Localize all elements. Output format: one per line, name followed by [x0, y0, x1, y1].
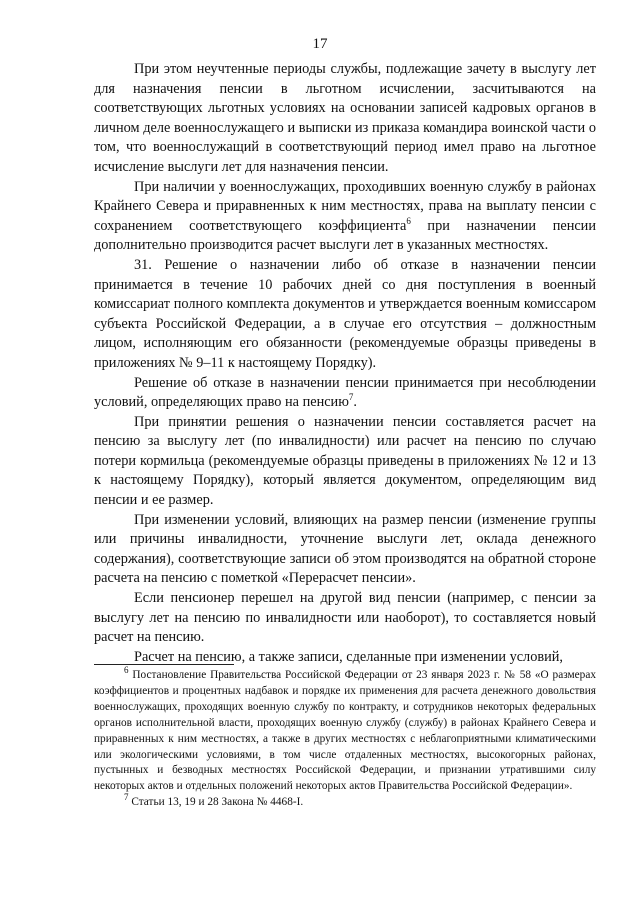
footnotes — [94, 665, 596, 811]
paragraph: При наличии у военнослужащих, проходивших военную службу в районах Крайнего Севера и приравненных к ним местностях, права на выплату пенсии с сохранением соответствующего коэффициента$^6$ при назначении пенсии дополнительно производится расчет выслуги лет в указанных местностях. — [94, 178, 596, 254]
footnote-ref[interactable]: 7 — [348, 392, 354, 403]
paragraph: При этом неучтенные периоды службы, подлежащие зачету в выслугу лет для назначения пенсии в льготном исчислении, засчитываются на соответствующих льготных условиях на основании записей кадровых органов в личном деле военнослужащего и выписки из приказа командира воинской части о том, что военнослужащий в соответствующий период имел право на льготное исчисление выслуги лет для назначения пенсии. — [94, 61, 596, 175]
paragraph: 31. Решение о назначении либо об отказе в назначении пенсии принимается в течение 10 рабочих дней со дня поступления в военный комиссариат полного комплекта документов и утверждается военным комиссаром субъекта Российской Федерации, а в случае его отсутствия – должностным лицом, исполняющим его обязанности (рекомендуемые образцы приведены в приложениях № 9–11 к настоящему Порядку). — [94, 256, 596, 371]
footnote-mark: 7 — [124, 792, 129, 803]
footnote-divider — [94, 664, 234, 665]
paragraph: Решение об отказе в назначении пенсии принимается при несоблюдении условий, определяющих право на пенсию$^7$. — [94, 374, 596, 411]
footnote-mark: 6 — [124, 665, 129, 676]
main-text — [94, 60, 596, 667]
footnote: $^6$ Постановление Правительства Российской Федерации от 23 января 2023 г. № 58 «О размерах коэффициентов и процентных надбавок и порядке их применения для расчета денежного довольствия военнослужащих, проходящих военную службу по контракту, и сотрудников некоторых федеральных органов исполнительной власти, проходящих военную службу (службу) в районах Крайнего Севера и приравненных к ним местностях, а также в других местностях с неблагоприятными климатическими или экологическими условиями, в том числе отдаленных местностях, высокогорных районах, пустынных и безводных местностях Российской Федерации, и признании утратившими силу некоторых актов и отдельных положений некоторых актов Правительства Российской Федерации». — [94, 665, 596, 793]
paragraph: Расчет на пенсию, а также записи, сделанные при изменении условий, — [134, 648, 563, 665]
paragraph: Если пенсионер перешел на другой вид пенсии (например, с пенсии за выслугу лет на пенсию по инвалидности или наоборот), то составляется новый расчет на пенсию. — [94, 590, 596, 646]
paragraph: При изменении условий, влияющих на размер пенсии (изменение группы или причины инвалидности, уточнение выслуги лет, оклада денежного содержания), соответствующие записи об этом производятся на обратной стороне расчета на пенсию с пометкой «Перерасчет пенсии». — [94, 511, 596, 587]
page-number: 17 — [312, 36, 328, 52]
footnote-ref[interactable]: 6 — [406, 215, 411, 226]
paragraph: При принятии решения о назначении пенсии составляется расчет на пенсию за выслугу лет (по инвалидности) или расчет на пенсию по случаю потери кормильца (рекомендуемые образцы приведены в приложениях № 12 и 13 к настоящему Порядку), который является документом, определяющим вид пенсии и ее размер. — [94, 413, 596, 509]
footnote: $^7$ Статьи 13, 19 и 28 Закона № 4468-I. — [124, 792, 304, 809]
